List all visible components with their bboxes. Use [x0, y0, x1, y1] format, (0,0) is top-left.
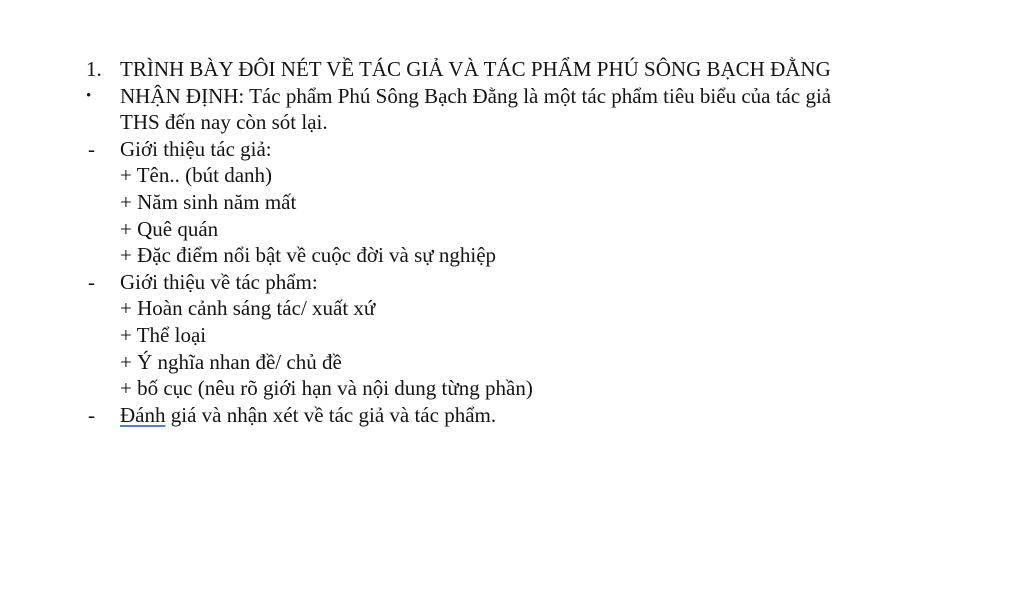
- evaluation-text: [120, 402, 496, 429]
- statement-text-2: THS đến nay còn sót lại.: [120, 110, 328, 135]
- heading-line: [0, 56, 1024, 83]
- author-item-years: + Năm sinh năm mất: [120, 189, 297, 214]
- list-item: [0, 295, 1024, 322]
- work-title-text: Giới thiệu về tác phẩm:: [120, 269, 318, 294]
- list-item: [0, 349, 1024, 376]
- spellcheck-underlined-word[interactable]: Đánh: [120, 402, 166, 427]
- author-item-highlights: + Đặc điểm nổi bật về cuộc đời và sự nghiệp: [120, 243, 497, 268]
- statement-text-1: NHẬN ĐỊNH: Tác phẩm Phú Sông Bạch Đằng là một tác phẩm tiêu biểu của tác giả: [120, 83, 832, 108]
- work-item-structure: + bố cục (nêu rõ giới hạn và nội dung từng phần): [120, 376, 533, 401]
- dash-marker: -: [88, 402, 95, 427]
- author-item-name: + Tên.. (bút danh): [120, 163, 273, 188]
- list-item: [0, 189, 1024, 216]
- list-number: 1.: [86, 57, 102, 81]
- heading-text: TRÌNH BÀY ĐÔI NÉT VỀ TÁC GIẢ VÀ TÁC PHẨM PHÚ SÔNG BẠCH ĐẰNG: [120, 57, 831, 81]
- statement-line-1: [0, 83, 1024, 110]
- work-item-genre: + Thể loại: [120, 322, 207, 347]
- list-item: [0, 242, 1024, 269]
- work-section-title: [0, 269, 1024, 296]
- author-item-hometown: + Quê quán: [120, 216, 219, 241]
- statement-line-2: [0, 109, 1024, 136]
- author-section-title: [0, 136, 1024, 163]
- list-item: [0, 375, 1024, 402]
- document-body: [0, 56, 1024, 428]
- list-item: [0, 162, 1024, 189]
- list-item: [0, 216, 1024, 243]
- work-item-context: + Hoàn cảnh sáng tác/ xuất xứ: [120, 296, 376, 321]
- work-item-title-meaning: + Ý nghĩa nhan đề/ chủ đề: [120, 349, 342, 374]
- dash-marker: -: [88, 269, 95, 294]
- evaluation-line: [0, 402, 1024, 429]
- dash-marker: -: [88, 136, 95, 161]
- list-item: [0, 322, 1024, 349]
- evaluation-rest: giá và nhận xét về tác giả và tác phẩm.: [165, 402, 497, 427]
- bullet-marker: •: [86, 87, 92, 104]
- author-title-text: Giới thiệu tác giả:: [120, 136, 272, 161]
